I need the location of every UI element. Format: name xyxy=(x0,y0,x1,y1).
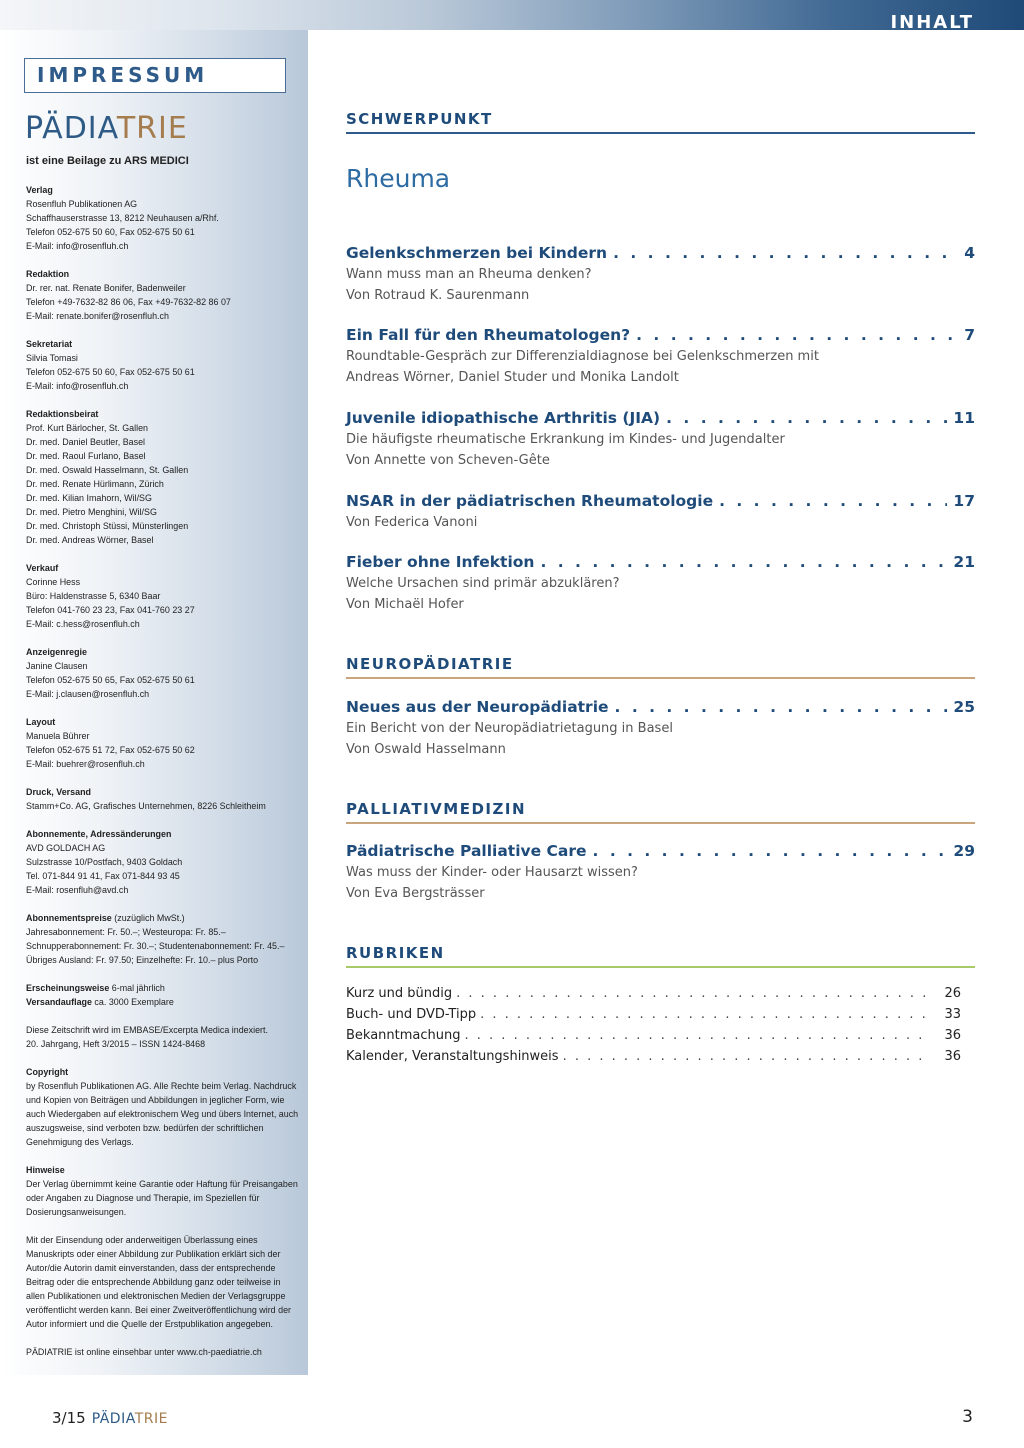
impressum-line: Manuela Bührer xyxy=(26,731,90,742)
impressum-heading: Abonnemente, Adressänderungen xyxy=(26,829,172,840)
leader-dots xyxy=(540,553,947,571)
logo-part-a: PÄDIA xyxy=(25,111,117,146)
toc-entry[interactable] xyxy=(346,842,975,904)
impressum-block-index xyxy=(26,1024,301,1052)
impressum-heading: Anzeigenregie xyxy=(26,647,87,658)
impressum-heading: Copyright xyxy=(26,1067,69,1078)
impressum-line: E-Mail: info@rosenfluh.ch xyxy=(26,381,129,392)
online-text: PÄDIATRIE ist online einsehbar unter www.ch-paediatrie.ch xyxy=(26,1347,262,1358)
impressum-heading: Sekretariat xyxy=(26,339,73,350)
footer-logo xyxy=(92,1411,168,1427)
frequency-value: 6-mal jährlich xyxy=(109,983,165,994)
entry-title: Pädiatrische Palliative Care xyxy=(346,842,587,860)
toc-main xyxy=(346,110,975,193)
impressum-heading: Versandauflage xyxy=(26,997,92,1008)
impressum-line: Rosenfluh Publikationen AG xyxy=(26,199,138,210)
impressum-block xyxy=(26,338,301,394)
entry-author: Von Rotraud K. Saurenmann xyxy=(346,288,530,303)
impressum-line: Silvia Tomasi xyxy=(26,353,78,364)
issue-number: 3/15 xyxy=(52,1409,86,1427)
logo-subtitle: ist eine Beilage zu ARS MEDICI xyxy=(26,155,189,167)
impressum-line: E-Mail: rosenfluh@avd.ch xyxy=(26,885,129,896)
section-heading-palliativ: PALLIATIVMEDIZIN xyxy=(346,800,975,824)
entry-page: 7 xyxy=(964,326,975,344)
impressum-block xyxy=(26,828,301,898)
impressum-line: Dr. rer. nat. Renate Bonifer, Badenweiler xyxy=(26,283,186,294)
impressum-line: Dr. med. Christoph Stüssi, Münsterlingen xyxy=(26,521,189,532)
section-neuro xyxy=(346,655,975,679)
footer-issue xyxy=(52,1409,168,1427)
entry-subline: Was muss der Kinder- oder Hausarzt wissen? xyxy=(346,865,638,880)
copyright-text: by Rosenfluh Publikationen AG. Alle Rechte beim Verlag. Nachdruck und Kopien von Beiträgen und Abbildungen in jeglicher Form, wie auch Wiedergaben auf elektronischem Weg und übers Internet, auch auszugsweise, sind verboten bzw. bedürfen der schriftlichen Genehmigung des Verlags. xyxy=(26,1081,299,1148)
impressum-block xyxy=(26,268,301,324)
entry-page: 29 xyxy=(953,842,975,860)
leader-dots xyxy=(636,326,958,344)
impressum-line: Dr. med. Pietro Menghini, Wil/SG xyxy=(26,507,157,518)
leader-dots xyxy=(593,842,948,860)
impressum-block xyxy=(26,184,301,254)
footer-logo-part-a: PÄDIA xyxy=(91,1411,135,1427)
rubrik-title: Buch- und DVD-Tipp xyxy=(346,1007,477,1022)
circulation-value: ca. 3000 Exemplare xyxy=(91,997,174,1008)
impressum-block-prices xyxy=(26,912,301,968)
entry-title: Neues aus der Neuropädiatrie xyxy=(346,698,609,716)
impressum-line: Janine Clausen xyxy=(26,661,88,672)
impressum-line: E-Mail: buehrer@rosenfluh.ch xyxy=(26,759,145,770)
rubrik-title: Bekanntmachung xyxy=(346,1028,461,1043)
toc-entry[interactable] xyxy=(346,409,975,471)
impressum-line: Telefon 052-675 50 65, Fax 052-675 50 61 xyxy=(26,675,195,686)
toc-entry[interactable] xyxy=(346,244,975,306)
impressum-line: Schnupperabonnement: Fr. 30.–; Studentenabonnement: Fr. 45.– xyxy=(26,941,285,952)
impressum-line: Sulzstrasse 10/Postfach, 9403 Goldach xyxy=(26,857,183,868)
entry-title: NSAR in der pädiatrischen Rheumatologie xyxy=(346,492,714,510)
impressum-line: Telefon +49-7632-82 86 06, Fax +49-7632-82 86 07 xyxy=(26,297,231,308)
entry-title: Gelenkschmerzen bei Kindern xyxy=(346,244,608,262)
entry-page: 17 xyxy=(953,492,975,510)
entry-title: Fieber ohne Infektion xyxy=(346,553,535,571)
impressum-block xyxy=(26,408,301,548)
leader-dots xyxy=(666,409,947,427)
toc-entry[interactable] xyxy=(346,492,975,533)
impressum-line: Jahresabonnement: Fr. 50.–; Westeuropa: Fr. 85.– xyxy=(26,927,226,938)
entry-subline: Roundtable-Gespräch zur Differenzialdiagnose bei Gelenkschmerzen mit xyxy=(346,349,819,364)
impressum-title-box xyxy=(24,58,286,93)
rubrik-title: Kalender, Veranstaltungshinweis xyxy=(346,1049,559,1064)
section-rubriken xyxy=(346,944,975,968)
impressum-line: E-Mail: c.hess@rosenfluh.ch xyxy=(26,619,140,630)
section-heading-schwerpunkt: SCHWERPUNKT xyxy=(346,110,975,134)
impressum-heading: Erscheinungsweise xyxy=(26,983,110,994)
impressum-heading: Abonnementspreise xyxy=(26,913,112,924)
impressum-line: Telefon 052-675 50 60, Fax 052-675 50 61 xyxy=(26,367,195,378)
impressum-title: IMPRESSUM xyxy=(37,63,209,87)
rubrik-page: 26 xyxy=(944,986,961,1001)
impressum-block xyxy=(26,786,301,814)
impressum-heading: Redaktion xyxy=(26,269,70,280)
impressum-heading: Verkauf xyxy=(26,563,59,574)
impressum-line: Stamm+Co. AG, Grafisches Unternehmen, 8226 Schleitheim xyxy=(26,801,266,812)
impressum-block xyxy=(26,716,301,772)
footer-logo-part-b: TRIE xyxy=(134,1411,168,1427)
hinweis-text: Der Verlag übernimmt keine Garantie oder Haftung für Preisangaben oder Angaben zu Diagnose und Therapie, im Speziellen für Dosierungsanweisungen. xyxy=(26,1179,298,1218)
impressum-block-copyright xyxy=(26,1066,301,1150)
rubrik-page: 33 xyxy=(944,1007,961,1022)
paediatrie-logo xyxy=(25,111,188,146)
entry-subline: Ein Bericht von der Neuropädiatrietagung in Basel xyxy=(346,721,673,736)
impressum-line: Übriges Ausland: Fr. 97.50; Einzelhefte: Fr. 10.– plus Porto xyxy=(26,955,259,966)
impressum-heading: Hinweise xyxy=(26,1165,65,1176)
impressum-line: Corinne Hess xyxy=(26,577,81,588)
leader-dots xyxy=(563,1049,929,1064)
entry-author: Andreas Wörner, Daniel Studer und Monika Landolt xyxy=(346,370,679,385)
entry-title: Juvenile idiopathische Arthritis (JIA) xyxy=(346,409,661,427)
impressum-heading: Verlag xyxy=(26,185,53,196)
rubrik-item[interactable] xyxy=(346,1007,961,1028)
section-palliativ xyxy=(346,800,975,824)
entry-title: Ein Fall für den Rheumatologen? xyxy=(346,326,631,344)
impressum-details xyxy=(26,184,301,1374)
entry-author: Von Eva Bergsträsser xyxy=(346,886,485,901)
section-heading-rubriken: RUBRIKEN xyxy=(346,944,975,968)
impressum-line: E-Mail: j.clausen@rosenfluh.ch xyxy=(26,689,150,700)
impressum-block-frequency xyxy=(26,982,301,1010)
rubrik-page: 36 xyxy=(944,1028,961,1043)
prices-note: (zuzüglich MwSt.) xyxy=(111,913,185,924)
leader-dots xyxy=(613,244,958,262)
rubrik-title: Kurz und bündig xyxy=(346,986,453,1001)
impressum-line: Tel. 071-844 91 41, Fax 071-844 93 45 xyxy=(26,871,180,882)
impressum-line: Dr. med. Kilian Imahorn, Wil/SG xyxy=(26,493,152,504)
entry-author: Von Federica Vanoni xyxy=(346,515,478,530)
toc-entry[interactable] xyxy=(346,326,975,388)
impressum-line: AVD GOLDACH AG xyxy=(26,843,106,854)
impressum-line: Schaffhauserstrasse 13, 8212 Neuhausen a/Rhf. xyxy=(26,213,219,224)
entry-subline: Wann muss man an Rheuma denken? xyxy=(346,267,592,282)
entry-author: Von Annette von Scheven-Gête xyxy=(346,453,550,468)
impressum-line: Dr. med. Andreas Wörner, Basel xyxy=(26,535,154,546)
logo-part-b: TRIE xyxy=(116,111,188,146)
impressum-line: 20. Jahrgang, Heft 3/2015 – ISSN 1424-8468 xyxy=(26,1039,206,1050)
entry-subline: Welche Ursachen sind primär abzuklären? xyxy=(346,576,620,591)
submission-text: Mit der Einsendung oder anderweitigen Überlassung eines Manuskripts oder einer Abbildung zur Publikation erklärt sich der Autor/die Autorin damit einverstanden, dass der entsprechende Beitrag oder die entsprechende Abbildung ganz oder teilweise in allen Publikationen und elektronischen Medien der Verlagsgruppe veröffentlicht werden kann. Bei einer Zweitveröffentlichung wird der Autor informiert und die Quelle der Erstpublikation angegeben. xyxy=(26,1235,292,1330)
impressum-block xyxy=(26,562,301,632)
entry-page: 11 xyxy=(953,409,975,427)
section-heading-neuro: NEUROPÄDIATRIE xyxy=(346,655,975,679)
impressum-line: Büro: Haldenstrasse 5, 6340 Baar xyxy=(26,591,161,602)
entry-author: Von Michaël Hofer xyxy=(346,597,464,612)
impressum-line: Dr. med. Raoul Furlano, Basel xyxy=(26,451,146,462)
rubrik-item[interactable] xyxy=(346,1028,961,1049)
toc-entry[interactable] xyxy=(346,553,975,615)
impressum-block-hinweise xyxy=(26,1164,301,1220)
entry-author: Von Oswald Hasselmann xyxy=(346,742,506,757)
rubrik-item[interactable] xyxy=(346,986,961,1007)
rubrik-item[interactable] xyxy=(346,1049,961,1070)
entry-subline: Die häufigste rheumatische Erkrankung im Kindes- und Jugendalter xyxy=(346,432,785,447)
impressum-line: Telefon 052-675 50 60, Fax 052-675 50 61 xyxy=(26,227,195,238)
entry-page: 21 xyxy=(953,553,975,571)
focus-title: Rheuma xyxy=(346,164,451,193)
entry-page: 4 xyxy=(964,244,975,262)
impressum-line: Dr. med. Daniel Beutler, Basel xyxy=(26,437,146,448)
impressum-line: Dr. med. Renate Hürlimann, Zürich xyxy=(26,479,164,490)
rubrik-page: 36 xyxy=(944,1049,961,1064)
rubriken-list xyxy=(346,986,961,1070)
page-number: 3 xyxy=(962,1407,973,1427)
impressum-line: Telefon 052-675 51 72, Fax 052-675 50 62 xyxy=(26,745,195,756)
impressum-block-online xyxy=(26,1346,301,1360)
impressum-block xyxy=(26,646,301,702)
leader-dots xyxy=(615,698,948,716)
leader-dots xyxy=(465,1028,929,1043)
leader-dots xyxy=(480,1007,929,1022)
impressum-line: E-Mail: renate.bonifer@rosenfluh.ch xyxy=(26,311,169,322)
top-banner xyxy=(0,0,1024,33)
impressum-line: Prof. Kurt Bärlocher, St. Gallen xyxy=(26,423,149,434)
impressum-line: E-Mail: info@rosenfluh.ch xyxy=(26,241,129,252)
impressum-heading: Druck, Versand xyxy=(26,787,91,798)
impressum-heading: Redaktionsbeirat xyxy=(26,409,99,420)
impressum-line: Diese Zeitschrift wird im EMBASE/Excerpta Medica indexiert. xyxy=(26,1025,268,1036)
impressum-line: Dr. med. Oswald Hasselmann, St. Gallen xyxy=(26,465,189,476)
leader-dots xyxy=(719,492,947,510)
impressum-line: Telefon 041-760 23 23, Fax 041-760 23 27 xyxy=(26,605,195,616)
leader-dots xyxy=(456,986,929,1001)
impressum-block-submission xyxy=(26,1234,301,1332)
impressum-heading: Layout xyxy=(26,717,56,728)
entry-page: 25 xyxy=(953,698,975,716)
section-tab: INHALT xyxy=(890,12,974,33)
toc-entry[interactable] xyxy=(346,698,975,760)
